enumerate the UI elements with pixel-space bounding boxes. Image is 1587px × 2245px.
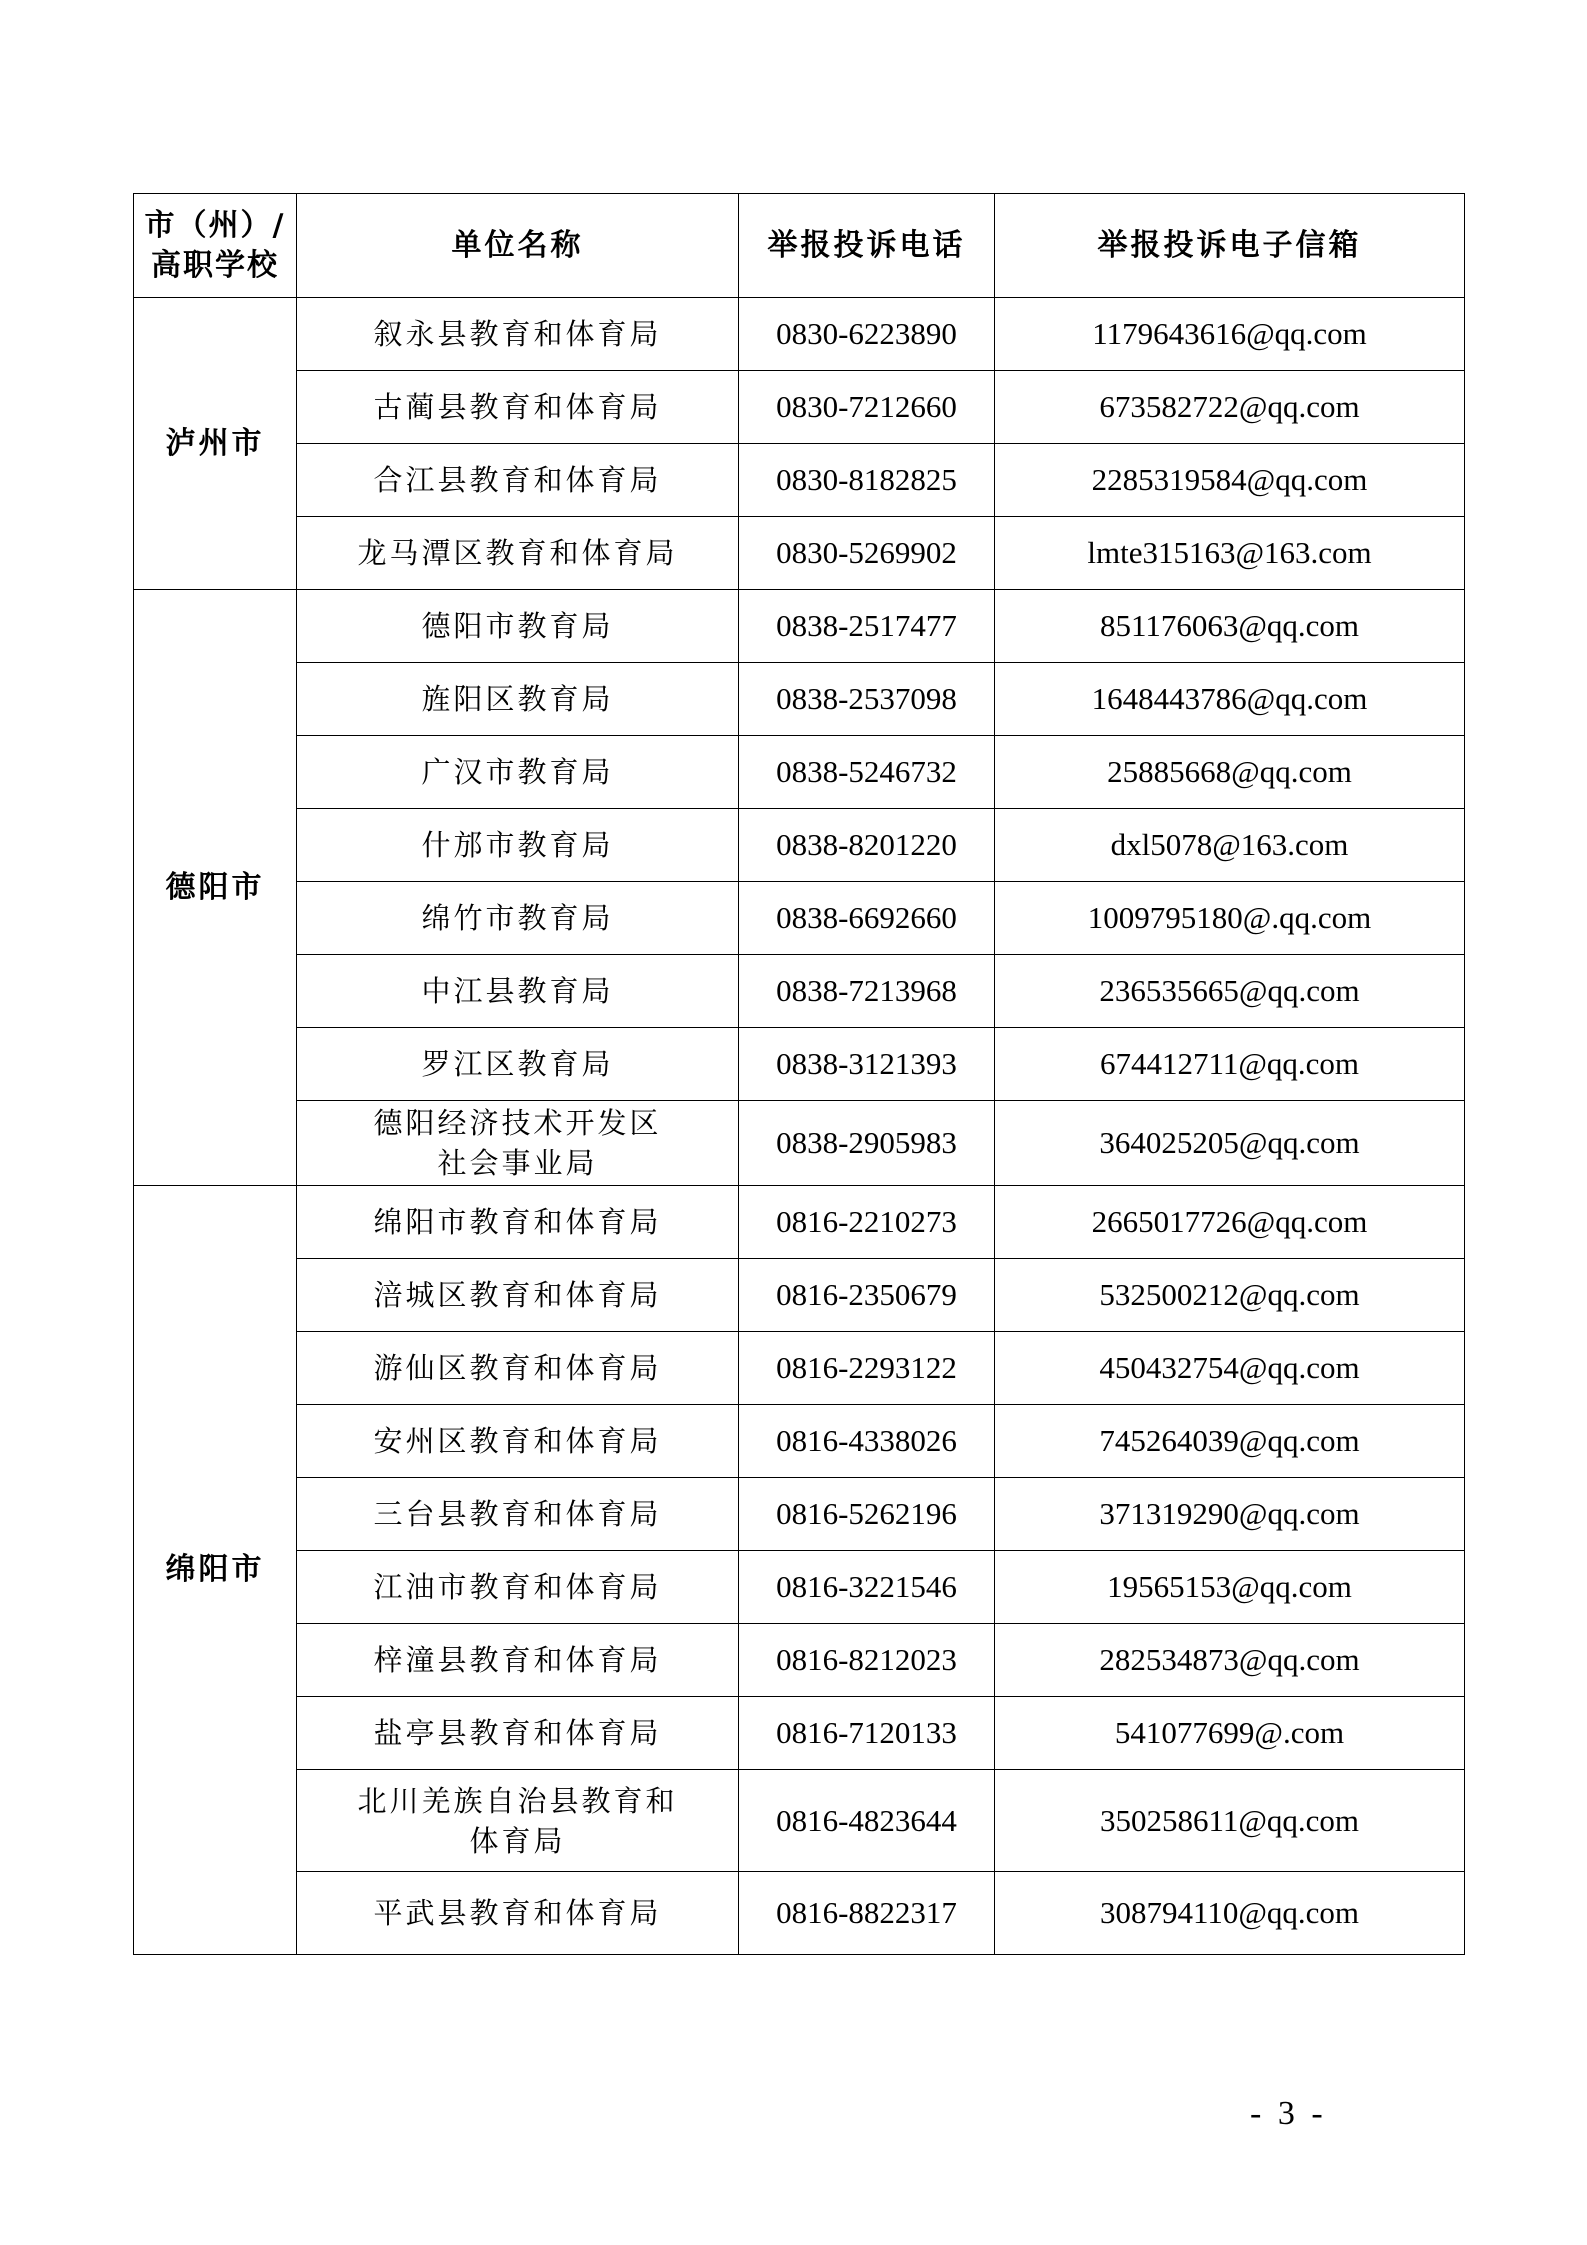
phone-cell: 0838-5246732	[739, 736, 995, 809]
table-row	[134, 1478, 1465, 1551]
email-cell: 2285319584@qq.com	[995, 444, 1465, 517]
unit-name-cell: 游仙区教育和体育局	[297, 1332, 739, 1405]
unit-name-cell: 德阳经济技术开发区 社会事业局	[297, 1101, 739, 1186]
email-cell: lmte315163@163.com	[995, 517, 1465, 590]
phone-cell: 0830-5269902	[739, 517, 995, 590]
table-row	[134, 371, 1465, 444]
city-cell: 绵阳市	[134, 1186, 297, 1955]
table-row	[134, 1186, 1465, 1259]
phone-cell: 0816-2350679	[739, 1259, 995, 1332]
table-row	[134, 1551, 1465, 1624]
unit-name-cell: 什邡市教育局	[297, 809, 739, 882]
unit-name-cell: 绵竹市教育局	[297, 882, 739, 955]
header-phone-label: 举报投诉电话	[767, 227, 966, 263]
unit-name-cell: 涪城区教育和体育局	[297, 1259, 739, 1332]
phone-cell: 0816-5262196	[739, 1478, 995, 1551]
unit-name-cell: 广汉市教育局	[297, 736, 739, 809]
email-cell: 745264039@qq.com	[995, 1405, 1465, 1478]
email-cell: 673582722@qq.com	[995, 371, 1465, 444]
city-cell: 德阳市	[134, 590, 297, 1186]
header-city	[134, 194, 297, 298]
unit-name-cell: 叙永县教育和体育局	[297, 298, 739, 371]
phone-cell: 0816-7120133	[739, 1697, 995, 1770]
table-row	[134, 809, 1465, 882]
email-cell: 350258611@qq.com	[995, 1770, 1465, 1872]
unit-name-cell: 龙马潭区教育和体育局	[297, 517, 739, 590]
unit-name-cell: 三台县教育和体育局	[297, 1478, 739, 1551]
unit-name-cell: 旌阳区教育局	[297, 663, 739, 736]
unit-name-cell: 盐亭县教育和体育局	[297, 1697, 739, 1770]
unit-name-cell: 合江县教育和体育局	[297, 444, 739, 517]
email-cell: 308794110@qq.com	[995, 1872, 1465, 1955]
phone-cell: 0838-8201220	[739, 809, 995, 882]
table-row	[134, 444, 1465, 517]
phone-cell: 0816-2293122	[739, 1332, 995, 1405]
unit-name-cell: 德阳市教育局	[297, 590, 739, 663]
unit-name-cell: 平武县教育和体育局	[297, 1872, 739, 1955]
header-city-label: 市（州）/ 高职学校	[144, 207, 286, 283]
email-cell: 2665017726@qq.com	[995, 1186, 1465, 1259]
table-row	[134, 590, 1465, 663]
email-cell: 236535665@qq.com	[995, 955, 1465, 1028]
phone-cell: 0816-4823644	[739, 1770, 995, 1872]
email-cell: 1179643616@qq.com	[995, 298, 1465, 371]
phone-cell: 0816-2210273	[739, 1186, 995, 1259]
email-cell: 851176063@qq.com	[995, 590, 1465, 663]
phone-cell: 0830-6223890	[739, 298, 995, 371]
email-cell: 1648443786@qq.com	[995, 663, 1465, 736]
unit-name-cell: 梓潼县教育和体育局	[297, 1624, 739, 1697]
table-row	[134, 955, 1465, 1028]
table-row	[134, 882, 1465, 955]
table-row	[134, 1259, 1465, 1332]
unit-name-cell: 江油市教育和体育局	[297, 1551, 739, 1624]
table-row	[134, 1405, 1465, 1478]
email-cell: 1009795180@.qq.com	[995, 882, 1465, 955]
header-unit-label: 单位名称	[451, 227, 584, 263]
email-cell: 282534873@qq.com	[995, 1624, 1465, 1697]
unit-name-cell: 安州区教育和体育局	[297, 1405, 739, 1478]
table-header	[134, 194, 1465, 298]
phone-cell: 0838-3121393	[739, 1028, 995, 1101]
table-row	[134, 663, 1465, 736]
phone-cell: 0816-3221546	[739, 1551, 995, 1624]
phone-cell: 0816-8212023	[739, 1624, 995, 1697]
phone-cell: 0816-8822317	[739, 1872, 995, 1955]
email-cell: 450432754@qq.com	[995, 1332, 1465, 1405]
table-row	[134, 1697, 1465, 1770]
phone-cell: 0830-8182825	[739, 444, 995, 517]
email-cell: 364025205@qq.com	[995, 1101, 1465, 1186]
table-row	[134, 1332, 1465, 1405]
phone-cell: 0816-4338026	[739, 1405, 995, 1478]
header-phone	[739, 194, 995, 298]
table-row	[134, 517, 1465, 590]
unit-name-cell: 古蔺县教育和体育局	[297, 371, 739, 444]
phone-cell: 0838-2517477	[739, 590, 995, 663]
email-cell: 674412711@qq.com	[995, 1028, 1465, 1101]
email-cell: 532500212@qq.com	[995, 1259, 1465, 1332]
phone-cell: 0838-2905983	[739, 1101, 995, 1186]
city-cell: 泸州市	[134, 298, 297, 590]
table-body	[134, 298, 1465, 1955]
phone-cell: 0830-7212660	[739, 371, 995, 444]
email-cell: 541077699@.com	[995, 1697, 1465, 1770]
phone-cell: 0838-7213968	[739, 955, 995, 1028]
table-row	[134, 1770, 1465, 1872]
table-row	[134, 1624, 1465, 1697]
email-cell: 19565153@qq.com	[995, 1551, 1465, 1624]
phone-cell: 0838-2537098	[739, 663, 995, 736]
table-row	[134, 1028, 1465, 1101]
table-row	[134, 1101, 1465, 1186]
email-cell: 371319290@qq.com	[995, 1478, 1465, 1551]
unit-name-cell: 中江县教育局	[297, 955, 739, 1028]
table-row	[134, 298, 1465, 371]
email-cell: 25885668@qq.com	[995, 736, 1465, 809]
page-number: - 3 -	[1250, 2095, 1327, 2132]
unit-name-cell: 北川羌族自治县教育和 体育局	[297, 1770, 739, 1872]
header-email	[995, 194, 1465, 298]
contact-table	[133, 193, 1465, 1955]
header-unit	[297, 194, 739, 298]
header-row	[134, 194, 1465, 298]
table-row	[134, 1872, 1465, 1955]
phone-cell: 0838-6692660	[739, 882, 995, 955]
email-cell: dxl5078@163.com	[995, 809, 1465, 882]
unit-name-cell: 罗江区教育局	[297, 1028, 739, 1101]
unit-name-cell: 绵阳市教育和体育局	[297, 1186, 739, 1259]
table-row	[134, 736, 1465, 809]
header-email-label: 举报投诉电子信箱	[1097, 227, 1362, 263]
